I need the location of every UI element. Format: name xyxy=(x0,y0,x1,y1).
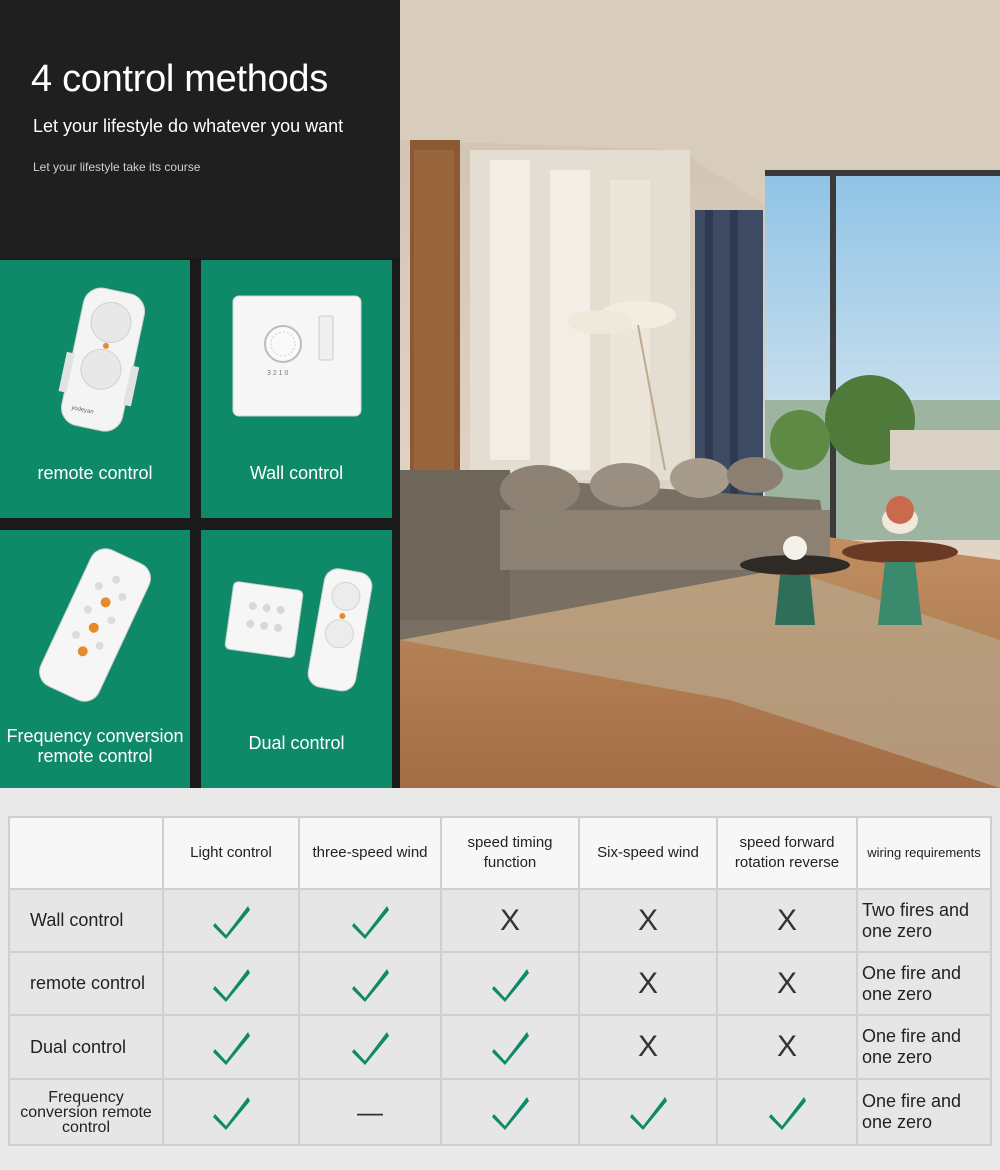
column-header: three-speed wind xyxy=(300,818,440,888)
living-room-illustration xyxy=(400,0,1000,788)
row-header: Dual control xyxy=(10,1016,162,1078)
page-title: 4 control methods xyxy=(31,58,328,100)
cell-value: X xyxy=(776,903,797,937)
cell-value: X xyxy=(776,1030,797,1063)
dash-mark xyxy=(300,1080,440,1144)
tile-dual-control xyxy=(201,530,392,788)
check-icon xyxy=(164,890,298,951)
column-header: wiring requirements xyxy=(858,818,990,888)
check-icon xyxy=(300,1016,440,1078)
tile-label xyxy=(0,726,190,766)
tile-label xyxy=(0,463,190,483)
column-header: speed forward rotation reverse xyxy=(718,818,856,888)
check-icon xyxy=(300,890,440,951)
cell-value: — xyxy=(357,1096,383,1127)
remote-control-icon xyxy=(0,260,190,450)
comparison-table xyxy=(10,818,990,1148)
tile-label-line: remote control xyxy=(37,746,153,766)
title-panel xyxy=(0,0,400,258)
wall-switch-icon xyxy=(201,260,392,450)
tile-label-line: Dual control xyxy=(248,733,345,753)
cell-value: X xyxy=(499,903,520,937)
x-mark xyxy=(718,1016,856,1078)
tile-label-line: Frequency conversion xyxy=(6,726,184,746)
x-mark xyxy=(718,890,856,951)
wall-dial-digits: 3 2 1 0 xyxy=(267,370,289,377)
column-header: Light control xyxy=(164,818,298,888)
x-mark xyxy=(580,1016,716,1078)
tile-wall-control xyxy=(201,260,392,518)
remote-brand-text: yodeyan xyxy=(70,405,95,416)
column-header: Six-speed wind xyxy=(580,818,716,888)
check-icon xyxy=(442,1016,578,1078)
column-header: speed timing function xyxy=(442,818,578,888)
x-mark xyxy=(718,953,856,1014)
dual-control-icon xyxy=(201,530,392,720)
check-icon xyxy=(442,1080,578,1144)
check-icon xyxy=(164,953,298,1014)
x-mark xyxy=(580,890,716,951)
cell-value: X xyxy=(776,966,797,1000)
living-room-photo xyxy=(400,0,1000,788)
row-header: Frequency conversion remote control xyxy=(10,1080,162,1144)
cell-value: X xyxy=(637,903,658,937)
wiring-requirement: One fire and one zero xyxy=(858,1080,990,1144)
frequency-remote-icon xyxy=(0,530,190,720)
cell-value: X xyxy=(637,966,658,1000)
cell-value: X xyxy=(637,1030,658,1063)
check-icon xyxy=(164,1080,298,1144)
wiring-requirement: One fire and one zero xyxy=(858,953,990,1014)
row-header: Wall control xyxy=(10,890,162,951)
check-icon xyxy=(164,1016,298,1078)
tile-label-line: remote control xyxy=(37,463,153,483)
tile-remote-control xyxy=(0,260,190,518)
x-mark xyxy=(442,890,578,951)
check-icon xyxy=(442,953,578,1014)
wiring-requirement: One fire and one zero xyxy=(858,1016,990,1078)
tile-label xyxy=(201,463,392,483)
tile-label xyxy=(201,733,392,753)
check-icon xyxy=(300,953,440,1014)
table-corner-cell xyxy=(10,818,162,888)
row-header: remote control xyxy=(10,953,162,1014)
control-methods-grid xyxy=(0,258,400,788)
check-icon xyxy=(718,1080,856,1144)
x-mark xyxy=(580,953,716,1014)
tile-label-line: Wall control xyxy=(249,463,344,483)
wiring-requirement: Two fires and one zero xyxy=(858,890,990,951)
check-icon xyxy=(580,1080,716,1144)
page-tagline: Let your lifestyle take its course xyxy=(33,160,201,174)
page-subtitle: Let your lifestyle do whatever you want xyxy=(33,116,344,136)
tile-frequency-conversion-remote xyxy=(0,530,190,788)
